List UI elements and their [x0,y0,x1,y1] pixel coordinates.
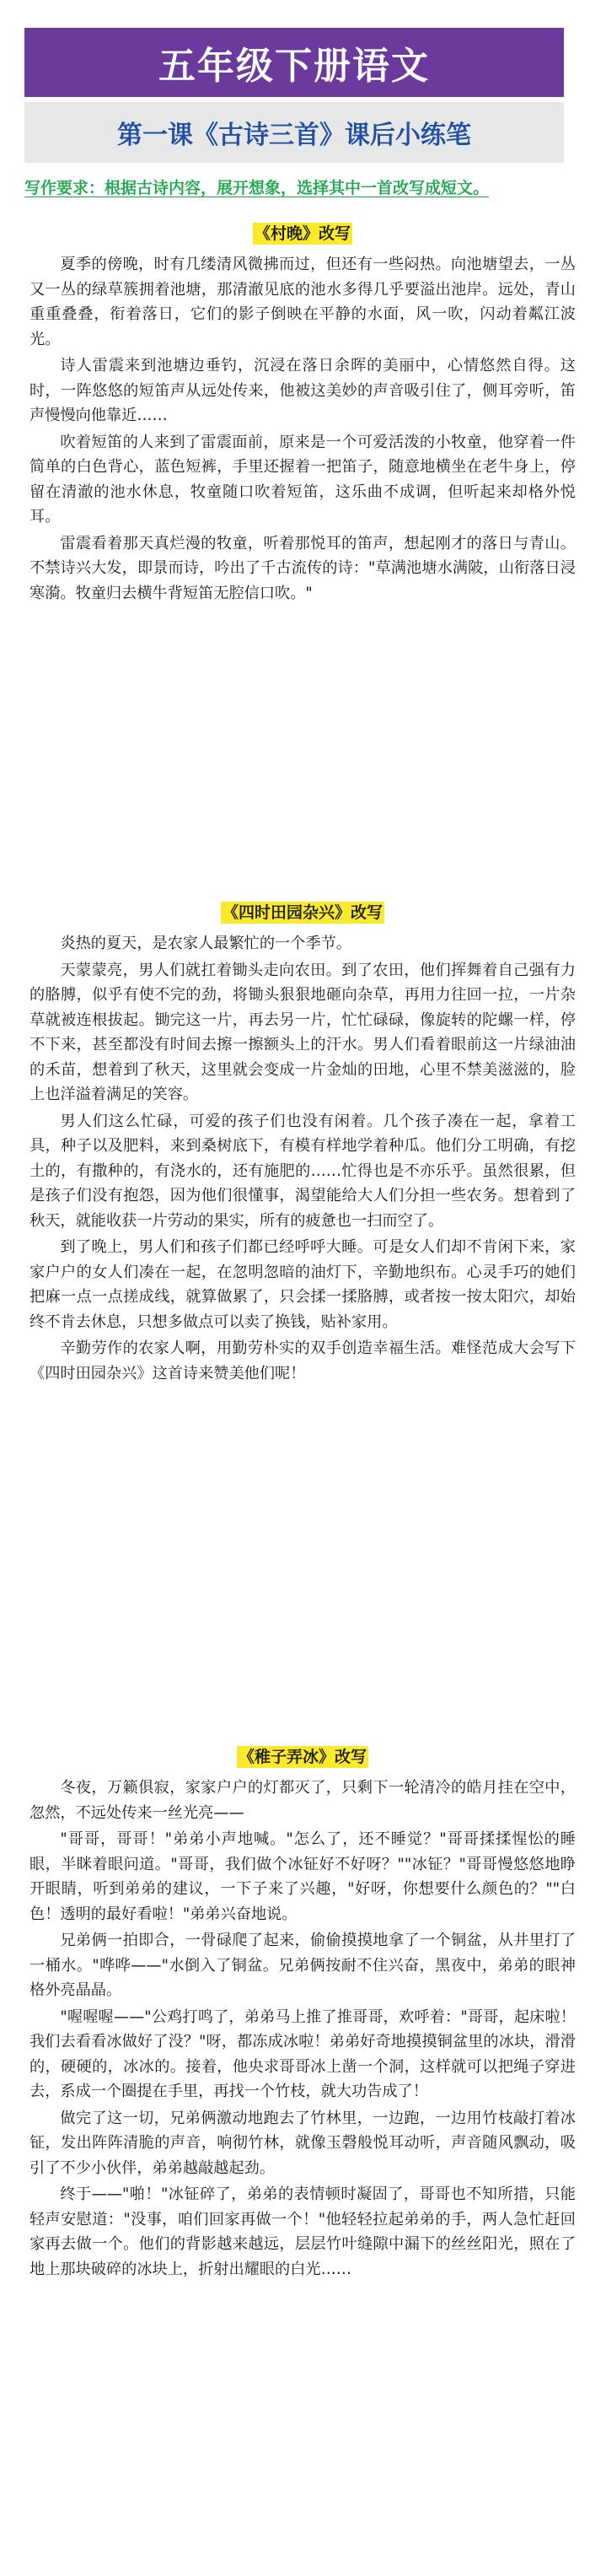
writing-requirement: 写作要求：根据古诗内容，展开想象，选择其中一首改写成短文。 [24,179,490,197]
paragraph: 诗人雷震来到池塘边垂钓，沉浸在落日余晖的美丽中，心情悠然自得。这时，一阵悠悠的短笛声从远处传来，他被这美妙的声音吸引住了，侧耳旁听，笛声慢慢向他靠近…… [29,357,576,424]
section-sishi-tianyuan [29,900,576,1388]
paragraph: 天蒙蒙亮，男人们就扛着锄头走向农田。到了农田，他们挥舞着自己强有力的胳膊，似乎有使不完的劲，将锄头狠狠地砸向杂草，再用力往回一拉，一片杂草就被连根拔起。锄完这一片，再去另一片，忙忙碌碌，像旋转的陀螺一样，停不下来，甚至都没有时间去擦一擦额头上的汗水。男人们看着眼前这一片绿油油的禾苗，想着到了秋天，这里就会变成一片金灿的田地，心里不禁美滋滋的，脸上也洋溢着满足的笑容。 [29,961,576,1103]
subtitle-banner [24,102,564,163]
paragraph: "哥哥，哥哥！"弟弟小声地喊。"怎么了，还不睡觉？"哥哥揉揉惺忪的睡眼，半眯着眼问道。"哥哥，我们做个冰钲好不好呀？""冰钲？"哥哥慢悠悠地睁开眼睛，听到弟弟的建议，一下子来了兴趣，"好呀，你想要什么颜色的？""白色！透明的最好看啦！"弟弟兴奋地说。 [29,1830,576,1923]
paragraph: 兄弟俩一拍即合，一骨碌爬了起来，偷偷摸摸地拿了一个铜盆，从井里打了一桶水。"哗哗——"水倒入了铜盆。兄弟俩按耐不住兴奋，黑夜中，弟弟的眼神格外亮晶晶。 [29,1932,576,1999]
paragraph: 男人们这么忙碌，可爱的孩子们也没有闲着。几个孩子凑在一起，拿着工具，种子以及肥料，来到桑树底下，有模有样地学着种瓜。他们分工明确，有挖土的，有撒种的，有浇水的，还有施肥的……忙得也是不亦乐乎。虽然很累，但是孩子们没有抱怨，因为他们很懂事，渴望能给大人们分担一些农务。想着到了秋天，就能收获一片劳动的果实，所有的疲惫也一扫而空了。 [29,1112,576,1230]
section-title [29,1744,576,1767]
section-title-text: 《稚子弄冰》改写 [238,1748,367,1766]
section-title [29,221,576,244]
paragraph: 辛勤劳作的农家人啊，用勤劳朴实的双手创造幸福生活。难怪范成大会写下《四时田园杂兴》这首诗来赞美他们呢！ [29,1339,576,1382]
section-cunwan [29,221,576,607]
paragraph: 夏季的傍晚，时有几缕清风微拂而过，但还有一些闷热。向池塘望去，一丛又一丛的绿草簇拥着池塘，那清澈见底的池水多得几乎要溢出池岸。远处，青山重重叠叠，衔着落日，它们的影子倒映在平静的水面，风一吹，闪动着粼江波光。 [29,256,576,348]
section-title-text: 《四时田园杂兴》改写 [222,903,383,922]
page-title: 五年级下册语文 [158,45,430,88]
page-subtitle: 第一课《古诗三首》课后小练笔 [117,121,471,150]
paragraph: 炎热的夏天，是农家人最繁忙的一个季节。 [60,935,351,952]
section-zhizi-nongbing [29,1744,576,2283]
paragraph: 到了晚上，男人们和孩子们都已经呼呼大睡。可是女人们却不肯闲下来，家家户户的女人们凑在一起，在忽明忽暗的油灯下，辛勤地织布。心灵手巧的她们把麻一点一点搓成线，就算做累了，只会揉一揉胳膊，或者按一按太阳穴，却始终不肯去休息，只想多做点可以卖了换钱，贴补家用。 [29,1238,576,1331]
title-banner [24,28,564,97]
paragraph: 做完了这一切，兄弟俩激动地跑去了竹林里，一边跑，一边用竹枝敲打着冰钲，发出阵阵清脆的声音，响彻竹林，就像玉磬般悦耳动听，声音随风飘动，吸引了不少小伙伴，弟弟越敲越起劲。 [29,2109,576,2177]
paragraph: "喔喔喔——"公鸡打鸣了，弟弟马上推了推哥哥，欢呼着："哥哥，起床啦！我们去看看冰做好了没？"呀，都冻成冰啦！弟弟好奇地摸摸铜盆里的冰块，滑滑的，硬硬的，冰冰的。接着，他央求哥哥冰上凿一个洞，这样就可以把绳子穿进去，系成一个圈提在手里，再找一个竹枝，就大功告成了！ [29,2007,576,2100]
paragraph: 终于——"啪！"冰钲碎了，弟弟的表情顿时凝固了，哥哥也不知所措，只能轻声安慰道："没事，咱们回家再做一个！"他轻轻拉起弟弟的手，两人急忙赶回家再去做一个。他们的背影越来越远，层层竹叶缝隙中漏下的丝丝阳光，照在了地上那块破碎的冰块上，折射出耀眼的白光…… [29,2185,576,2278]
paragraph: 吹着短笛的人来到了雷震面前，原来是一个可爱活泼的小牧童，他穿着一件简单的白色背心，蓝色短裤，手里还握着一把笛子，随意地横坐在老牛身上，停留在清澈的池水休息，牧童随口吹着短笛，这乐曲不成调，但听起来却格外悦耳。 [29,433,576,525]
paragraph: 冬夜，万籁俱寂，家家户户的灯都灭了，只剩下一轮清冷的皓月挂在空中，忽然，不远处传来一丝光亮—— [29,1779,576,1822]
section-title [29,900,576,923]
section-title-text: 《村晚》改写 [254,224,351,243]
paragraph: 雷震看着那天真烂漫的牧童，听着那悦耳的笛声，想起刚才的落日与青山。不禁诗兴大发，即景而诗，吟出了千古流传的诗："草满池塘水满陂，山衔落日浸寒漪。牧童归去横牛背短笛无腔信口吹。" [29,534,576,602]
